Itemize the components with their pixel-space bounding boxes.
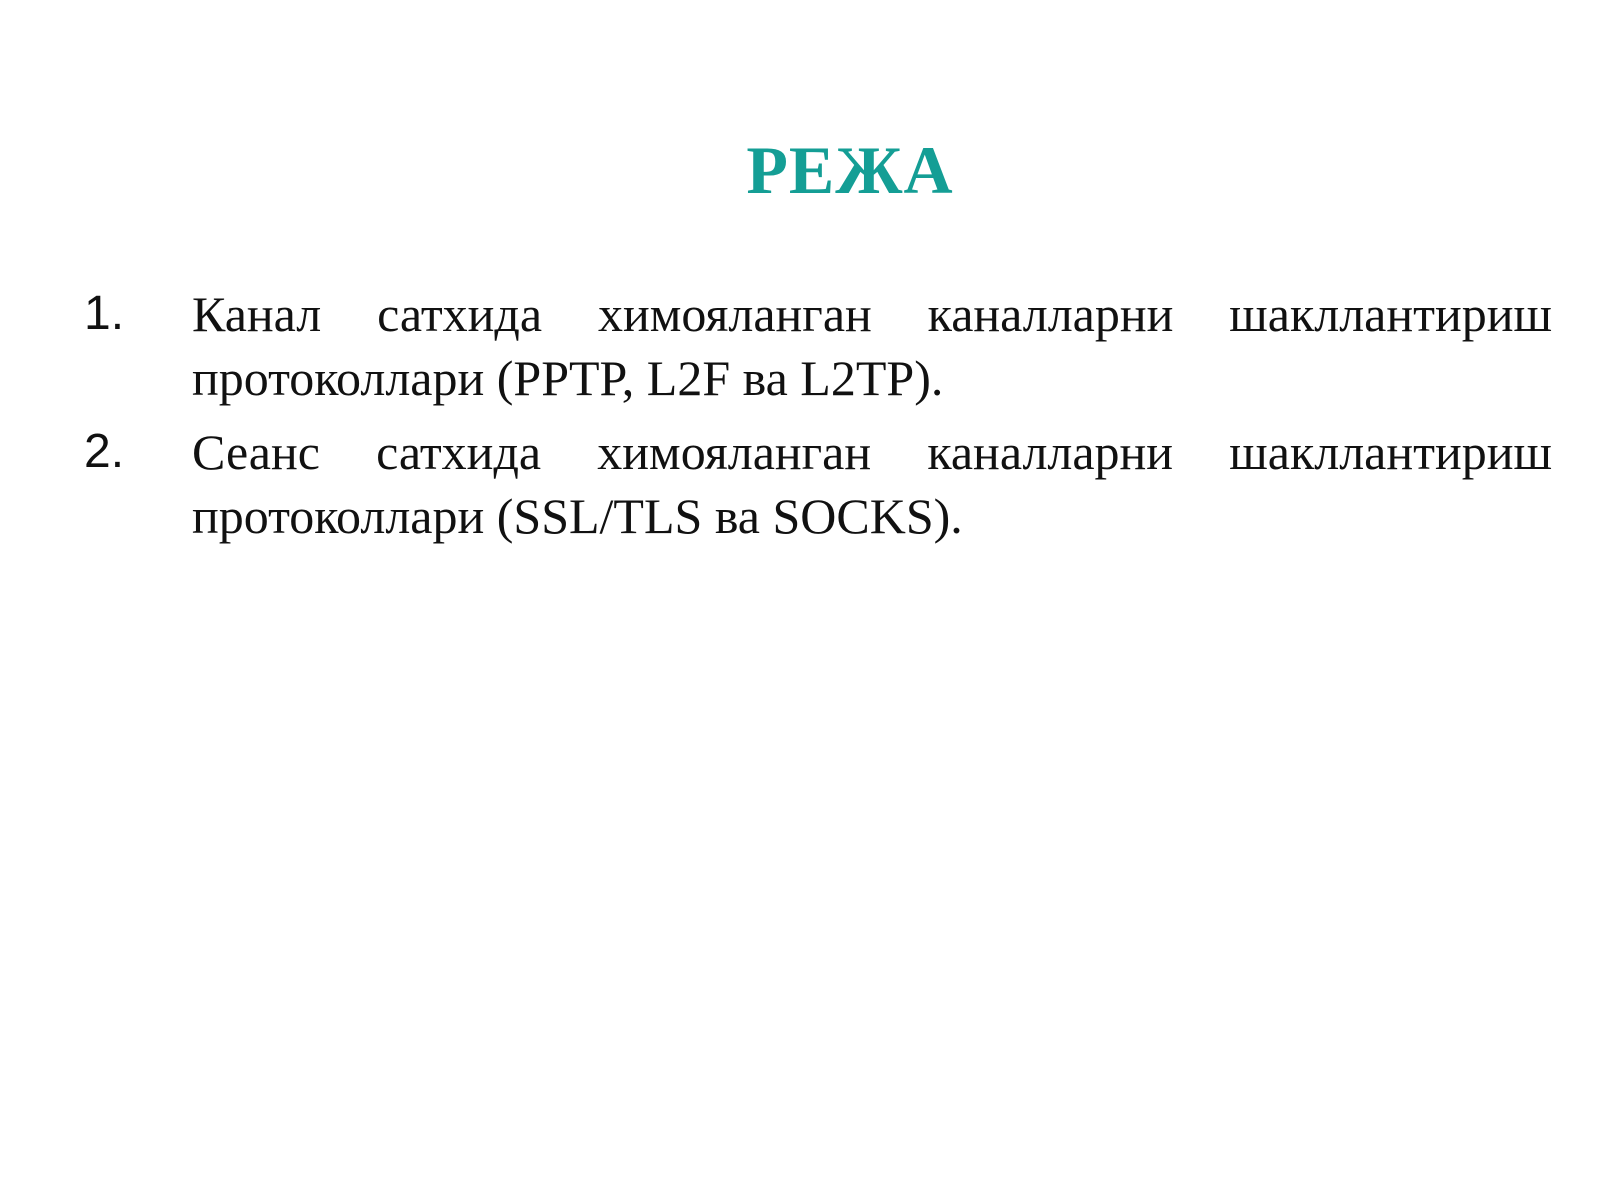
plan-list <box>84 282 1552 558</box>
list-item-number: 1. <box>84 287 125 340</box>
list-item-number: 2. <box>84 425 125 478</box>
list-item-text: Канал сатхида химояланган каналларни шакллантириш протоколлари (PPTP, L2F ва L2TP). <box>192 286 1552 406</box>
slide-title: РЕЖА <box>746 132 954 208</box>
list-item-text: Сеанс сатхида химояланган каналларни шакллантириш протоколлари (SSL/TLS ва SOCKS). <box>192 424 1552 544</box>
list-item <box>84 282 1552 410</box>
list-item <box>84 420 1552 548</box>
title-area <box>0 0 1600 250</box>
